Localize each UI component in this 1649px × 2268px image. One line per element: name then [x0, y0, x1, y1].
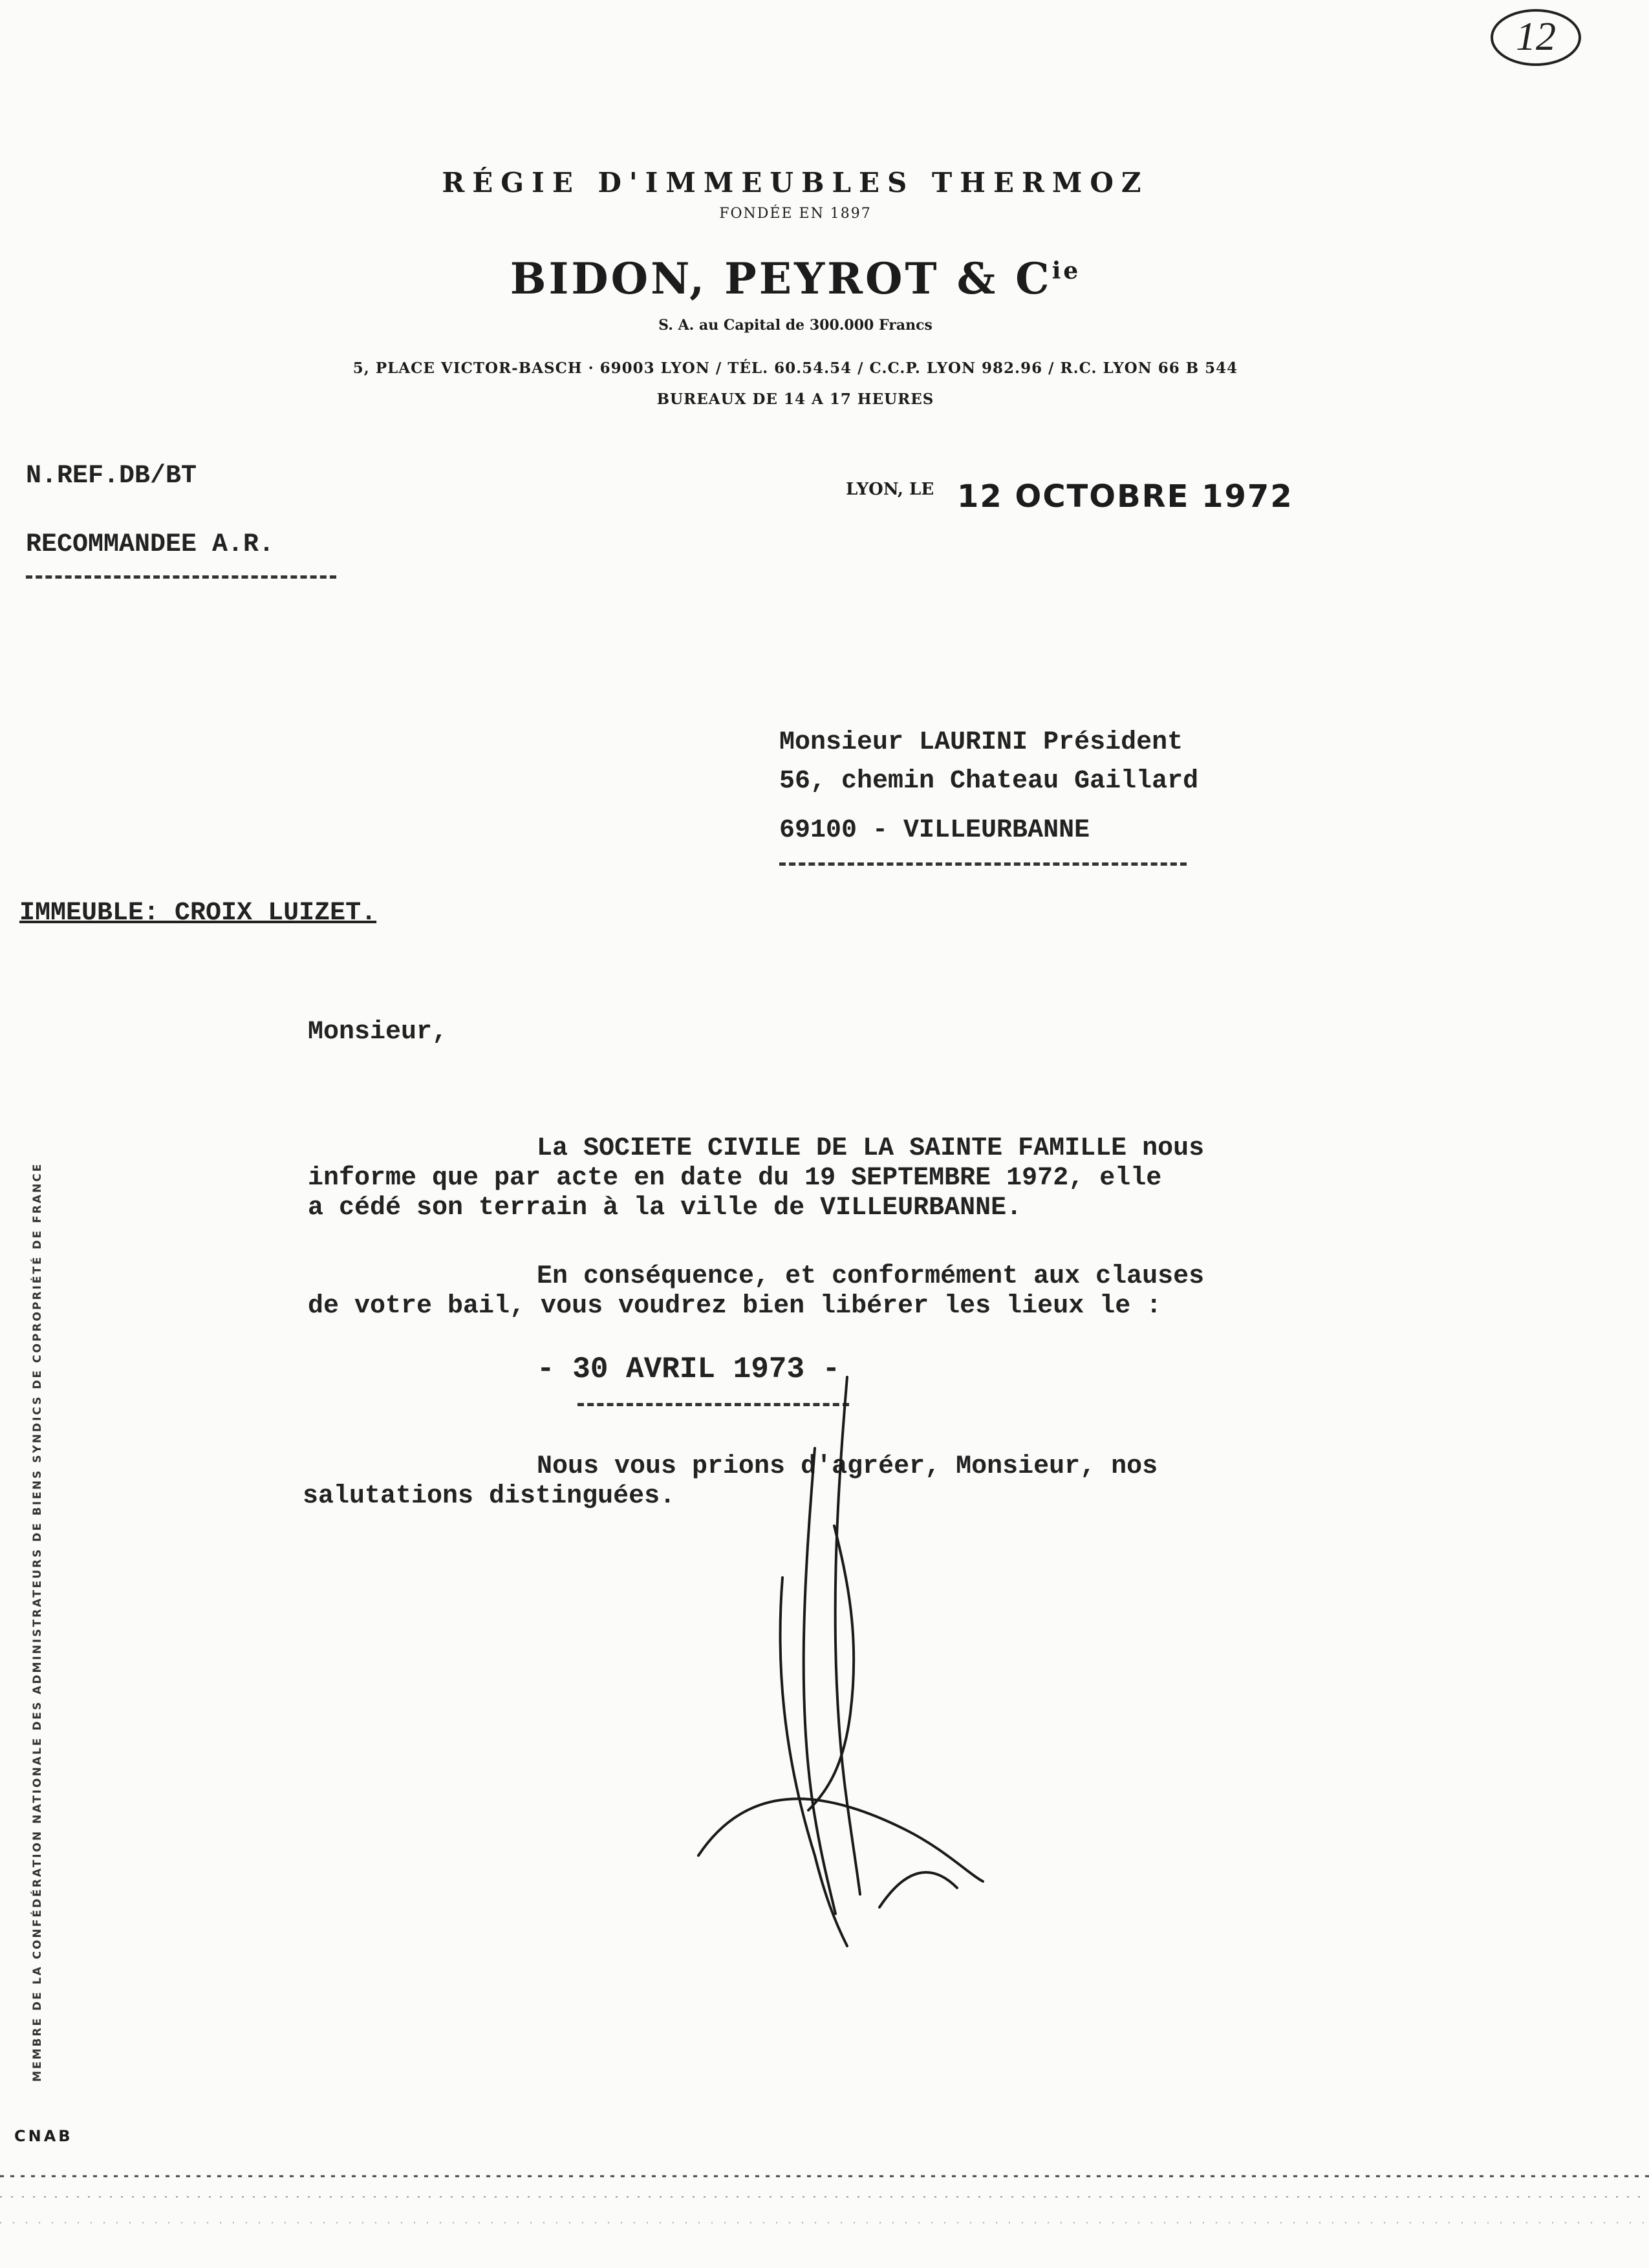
letterhead-company — [0, 253, 1591, 304]
recipient-name: Monsieur LAURINI Président — [779, 728, 1183, 757]
delivery-method: RECOMMANDEE A.R. — [26, 530, 275, 559]
letterhead-hours: BUREAUX DE 14 A 17 HEURES — [656, 390, 934, 408]
company-name: BIDON, PEYROT & C — [510, 253, 1052, 304]
subject-line: IMMEUBLE: CROIX LUIZET. — [19, 899, 377, 928]
salutation: Monsieur, — [308, 1018, 448, 1047]
page-number-circle — [1487, 5, 1584, 70]
closing-line: salutations distinguées. — [303, 1482, 676, 1511]
date-value: 12 OCTOBRE 1972 — [957, 478, 1293, 515]
recipient-underline — [779, 862, 1187, 866]
letterhead-capital: S. A. au Capital de 300.000 Francs — [658, 317, 932, 334]
signature-image — [685, 1364, 1022, 1972]
cnab-mark: CNAB — [14, 2127, 73, 2145]
recipient-street: 56, chemin Chateau Gaillard — [779, 767, 1199, 796]
body-line: En conséquence, et conformément aux clauses — [537, 1262, 1205, 1291]
margin-membership-text: MEMBRE DE LA CONFÉDÉRATION NATIONALE DES ADMINISTRATEURS DE BIENS SYNDICS DE COPROPRIÉTÉ DE FRANCE — [31, 1162, 44, 2082]
company-name-superscript: ie — [1051, 257, 1081, 284]
closing-line: Nous vous prions d'agréer, Monsieur, nos — [537, 1452, 1158, 1481]
deadline-date: - 30 AVRIL 1973 - — [537, 1353, 841, 1386]
letterhead-title: RÉGIE D'IMMEUBLES THERMOZ — [442, 167, 1149, 198]
bottom-border — [0, 2171, 1649, 2262]
reference: N.REF.DB/BT — [26, 462, 197, 491]
recipient-city: 69100 - VILLEURBANNE — [779, 816, 1090, 845]
letterhead-address: 5, PLACE VICTOR-BASCH · 69003 LYON / TÉL. 60.54.54 / C.C.P. LYON 982.96 / R.C. LYON 66 B 544 — [352, 359, 1238, 377]
body-line: de votre bail, vous voudrez bien libérer les lieux le : — [308, 1292, 1162, 1321]
letterhead-founded: FONDÉE EN 1897 — [719, 206, 872, 222]
date-label: LYON, LE — [846, 480, 934, 499]
body-line: La SOCIETE CIVILE DE LA SAINTE FAMILLE nous — [537, 1134, 1205, 1163]
page-number: 12 — [1516, 15, 1556, 59]
body-line: informe que par acte en date du 19 SEPTEMBRE 1972, elle — [308, 1164, 1162, 1193]
body-line: a cédé son terrain à la ville de VILLEURBANNE. — [308, 1193, 1022, 1223]
delivery-underline — [26, 575, 336, 579]
